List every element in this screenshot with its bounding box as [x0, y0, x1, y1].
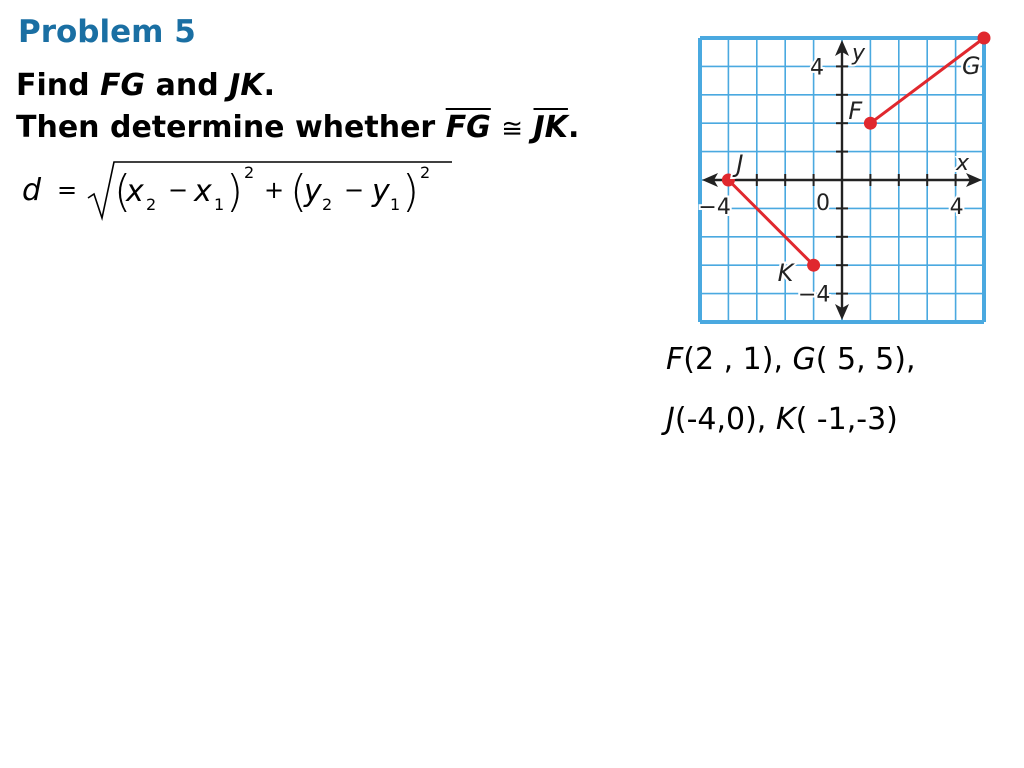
formula-y2: y [304, 174, 322, 209]
distance-formula [22, 158, 462, 224]
coordinates-line-1 [666, 342, 916, 377]
formula-minus-1: − [168, 176, 189, 204]
point-label-j: J [736, 150, 744, 178]
point-k-name: K [775, 402, 796, 437]
formula-x2-sub: 2 [146, 195, 157, 214]
point-k [807, 259, 820, 272]
formula-x1-sub: 1 [214, 195, 225, 214]
formula-d: d [22, 173, 42, 208]
segment-fg-label: FG [100, 68, 146, 103]
segment-jk-label: JK [229, 68, 264, 103]
point-g [978, 32, 991, 45]
instruction-line-2 [16, 110, 579, 145]
point-j-coords: (-4,0), [674, 402, 776, 437]
point-g-name: G [792, 342, 816, 377]
formula-exp-1: 2 [244, 163, 255, 182]
formula-x2: x [126, 174, 144, 209]
point-j-name: J [666, 402, 675, 437]
paren-close-1: ) [226, 166, 244, 217]
formula-x1: x [194, 174, 212, 209]
tick-label-x-4: 4 [949, 195, 964, 220]
and-text: and [155, 68, 219, 103]
axes [702, 40, 982, 320]
formula-exp-2: 2 [420, 163, 431, 182]
coordinates-line-2 [666, 402, 898, 437]
formula-plus: + [264, 176, 285, 204]
determine-text: Then determine whether [16, 110, 436, 145]
coordinate-graph [690, 28, 1000, 330]
paren-open-1: ( [114, 166, 132, 217]
formula-minus-2: − [344, 176, 365, 204]
tick-label-origin: 0 [816, 191, 830, 216]
segment-fg-overline: $\overline{FG}$ [445, 110, 491, 145]
tick-label-y-4: 4 [810, 55, 824, 81]
problem-title: Problem 5 [18, 14, 196, 50]
find-text: Find [16, 68, 90, 103]
formula-y1-sub: 1 [390, 195, 401, 214]
point-label-k: K [777, 259, 794, 288]
x-axis-label: x [956, 151, 970, 176]
segment-jk [728, 180, 813, 265]
point-f-name: F [666, 342, 684, 377]
formula-y1: y [372, 174, 390, 209]
point-k-coords: ( -1,-3) [795, 402, 898, 437]
segment-jk-overline: $\overline{JK}$ [533, 110, 568, 145]
period: . [263, 68, 275, 103]
formula-y2-sub: 2 [322, 195, 333, 214]
instruction-line-1 [16, 68, 275, 103]
tick-label-y-neg4: −4 [798, 282, 831, 308]
paren-open-2: ( [290, 166, 308, 217]
point-f [864, 117, 877, 130]
y-axis-label: y [852, 41, 866, 66]
point-j [722, 174, 735, 187]
point-f-coords: (2 , 1), [683, 342, 793, 377]
point-label-g: G [962, 52, 981, 80]
points [722, 32, 991, 288]
paren-close-2: ) [402, 166, 420, 217]
point-g-coords: ( 5, 5), [815, 342, 916, 377]
congruent-symbol: ≅ [501, 114, 524, 144]
formula-equals: = [57, 176, 78, 204]
point-label-f: F [848, 97, 863, 126]
tick-label-x-neg4: −4 [698, 195, 731, 220]
period: . [567, 110, 580, 145]
